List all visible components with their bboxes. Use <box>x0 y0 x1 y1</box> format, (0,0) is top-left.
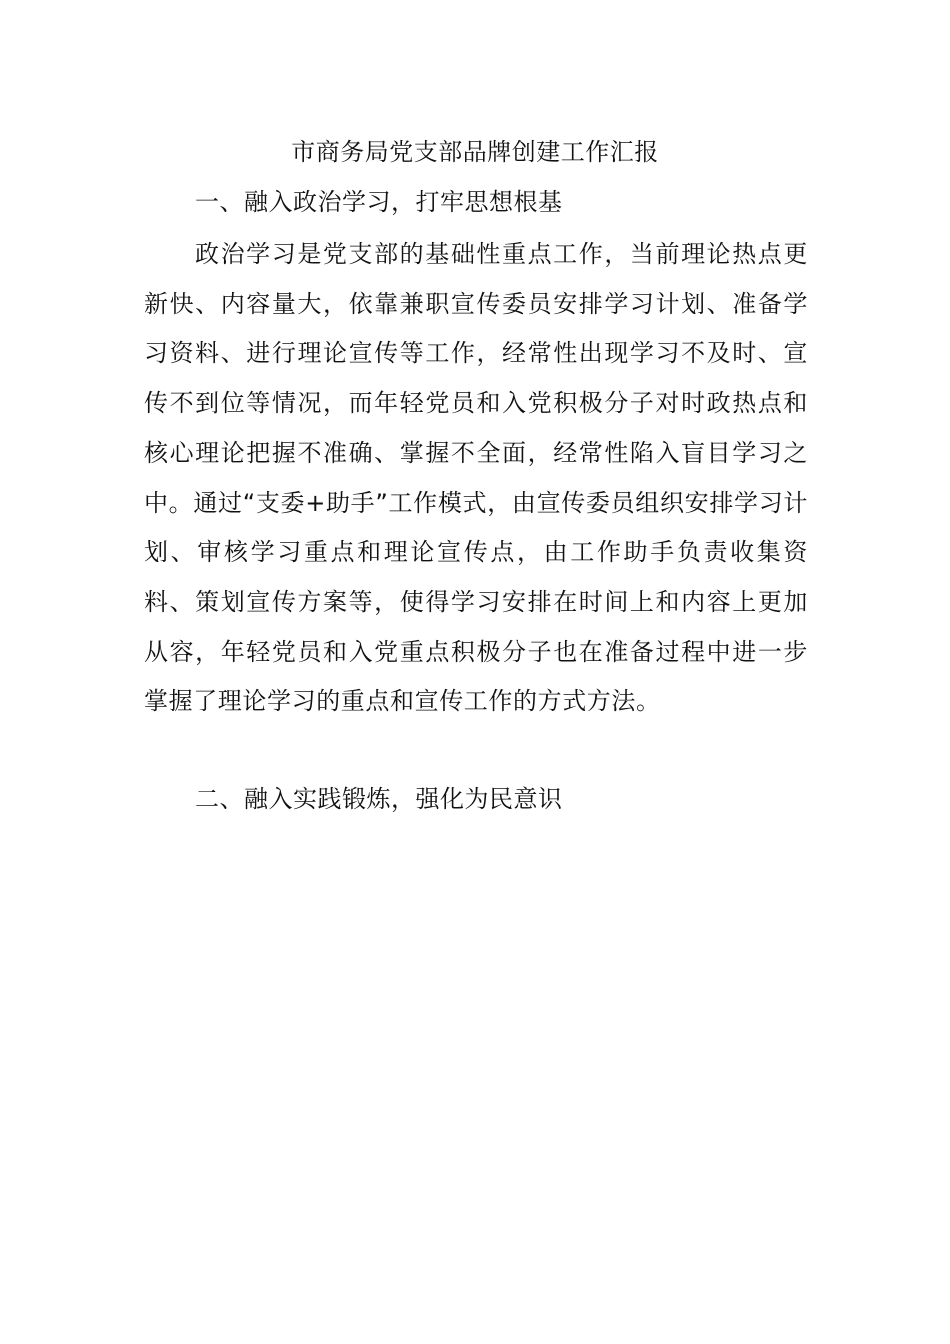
section-1-paragraph: 政治学习是党支部的基础性重点工作，当前理论热点更新快、内容量大，依靠兼职宣传委员安排学习计划、准备学习资料、进行理论宣传等工作，经常性出现学习不及时、宣传不到位等情况，而年轻党员和入党积极分子对时政热点和核心理论把握不准确、掌握不全面，经常性陷入盲目学习之中。通过“支委+助手”工作模式，由宣传委员组织安排学习计划、审核学习重点和理论宣传点，由工作助手负责收集资料、策划宣传方案等，使得学习安排在时间上和内容上更加从容，年轻党员和入党重点积极分子也在准备过程中进一步掌握了理论学习的重点和宣传工作的方式方法。 <box>144 240 808 716</box>
document-title: 市商务局党支部品牌创建工作汇报 <box>291 138 659 166</box>
section-2-heading: 二、融入实践锻炼，强化为民意识 <box>195 785 563 813</box>
section-1-heading: 一、融入政治学习，打牢思想根基 <box>195 188 563 216</box>
